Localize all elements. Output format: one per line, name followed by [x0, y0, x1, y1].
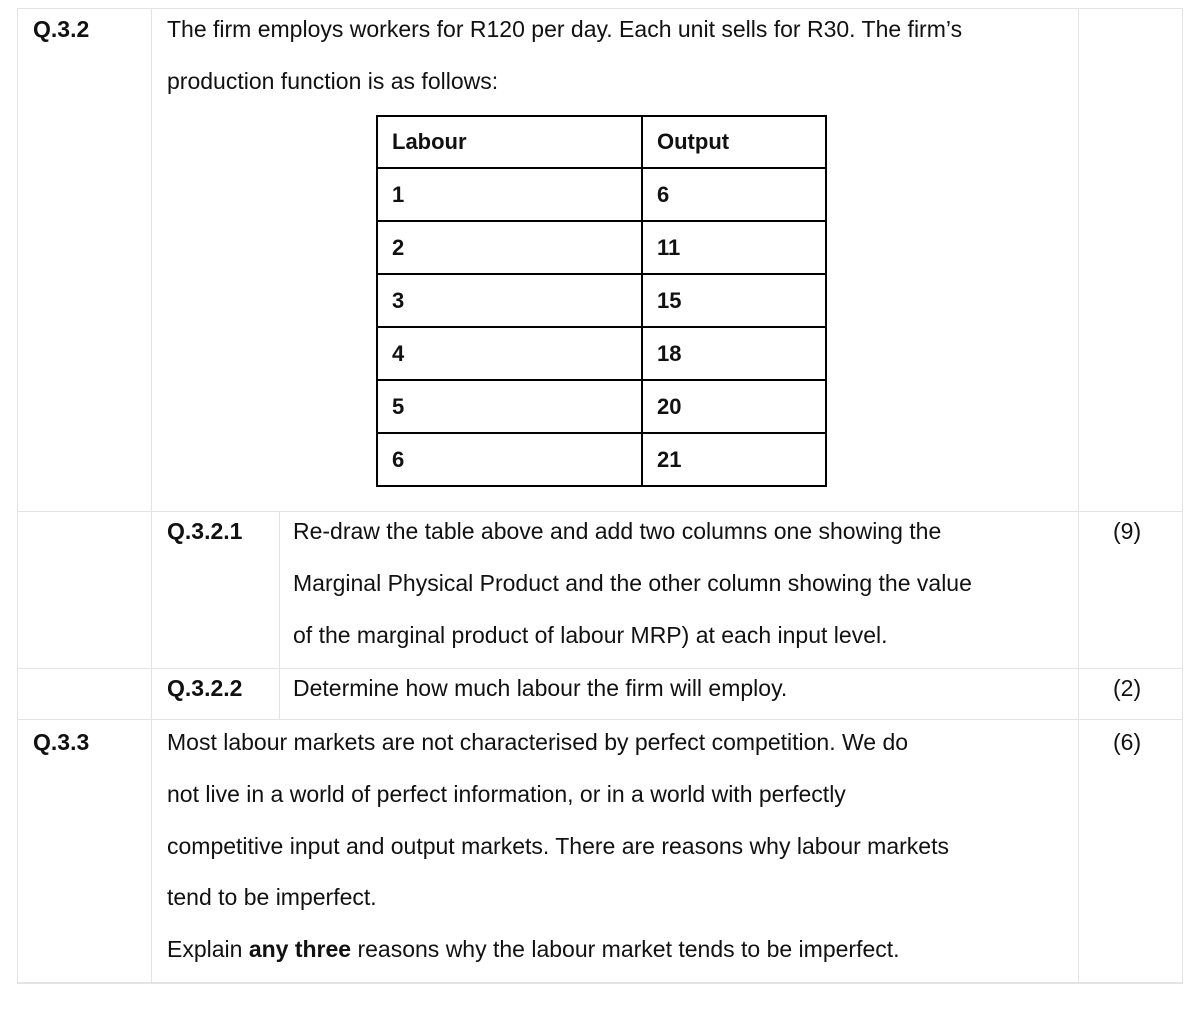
table-row	[377, 380, 826, 433]
table-cell-labour: 3	[377, 274, 642, 327]
table-row	[377, 168, 826, 221]
table-cell-output: 6	[642, 168, 826, 221]
question-3-3-text-line-5	[167, 936, 900, 962]
line-5-text-start: Explain	[167, 936, 249, 962]
question-3-3-text-line-1: Most labour markets are not characterised by perfect competition. We do	[167, 729, 909, 755]
line-5-text-end: reasons why the labour market tends to be imperfect.	[351, 936, 900, 962]
table-cell-labour: 1	[377, 168, 642, 221]
grid-bottom	[17, 982, 1183, 984]
table-cell-output: 20	[642, 380, 826, 433]
question-3-2-2-text: Determine how much labour the firm will employ.	[293, 675, 788, 701]
table-row	[377, 274, 826, 327]
grid-row-1	[17, 511, 1183, 512]
table-cell-labour: 4	[377, 327, 642, 380]
question-3-3-text-line-2: not live in a world of perfect information, or in a world with perfectly	[167, 781, 846, 807]
grid-row-3	[17, 719, 1183, 720]
table-header-labour: Labour	[377, 116, 642, 168]
grid-col-marks	[1078, 8, 1079, 983]
question-number-3-2: Q.3.2	[33, 16, 90, 42]
table-cell-output: 21	[642, 433, 826, 486]
table-row	[377, 221, 826, 274]
grid-top	[17, 8, 1183, 9]
question-number-3-2-2: Q.3.2.2	[167, 675, 243, 701]
grid-row-2	[17, 668, 1183, 669]
question-3-2-1-marks: (9)	[1113, 518, 1142, 544]
emphasis-any-three: any three	[248, 936, 352, 962]
question-3-2-1-text-line-2: Marginal Physical Product and the other column showing the value	[293, 570, 972, 596]
table-row	[377, 327, 826, 380]
question-3-3-text-line-3: competitive input and output markets. There are reasons why labour markets	[167, 833, 949, 859]
table-cell-labour: 5	[377, 380, 642, 433]
table-cell-labour: 2	[377, 221, 642, 274]
grid-col-subnum	[279, 511, 280, 719]
table-header-row	[377, 116, 826, 168]
question-3-2-text-line-1: The firm employs workers for R120 per day. Each unit sells for R30. The firm’s	[167, 16, 963, 42]
question-3-2-text-line-2: production function is as follows:	[167, 68, 499, 94]
question-3-2-2-marks: (2)	[1113, 675, 1142, 701]
grid-left	[17, 8, 18, 983]
table-cell-output: 15	[642, 274, 826, 327]
table-cell-output: 18	[642, 327, 826, 380]
table-cell-labour: 6	[377, 433, 642, 486]
question-3-2-1-text-line-3: of the marginal product of labour MRP) at each input level.	[293, 622, 888, 648]
question-3-3-marks: (6)	[1113, 729, 1142, 755]
grid-col-qnum	[151, 8, 152, 983]
table-row	[377, 433, 826, 486]
question-number-3-2-1: Q.3.2.1	[167, 518, 243, 544]
table-cell-output: 11	[642, 221, 826, 274]
question-3-2-1-text-line-1: Re-draw the table above and add two columns one showing the	[293, 518, 942, 544]
question-number-3-3: Q.3.3	[33, 729, 90, 755]
production-function-table	[376, 115, 827, 487]
table-header-output: Output	[642, 116, 826, 168]
grid-right	[1182, 8, 1183, 983]
question-3-3-text-line-4: tend to be imperfect.	[167, 884, 377, 910]
